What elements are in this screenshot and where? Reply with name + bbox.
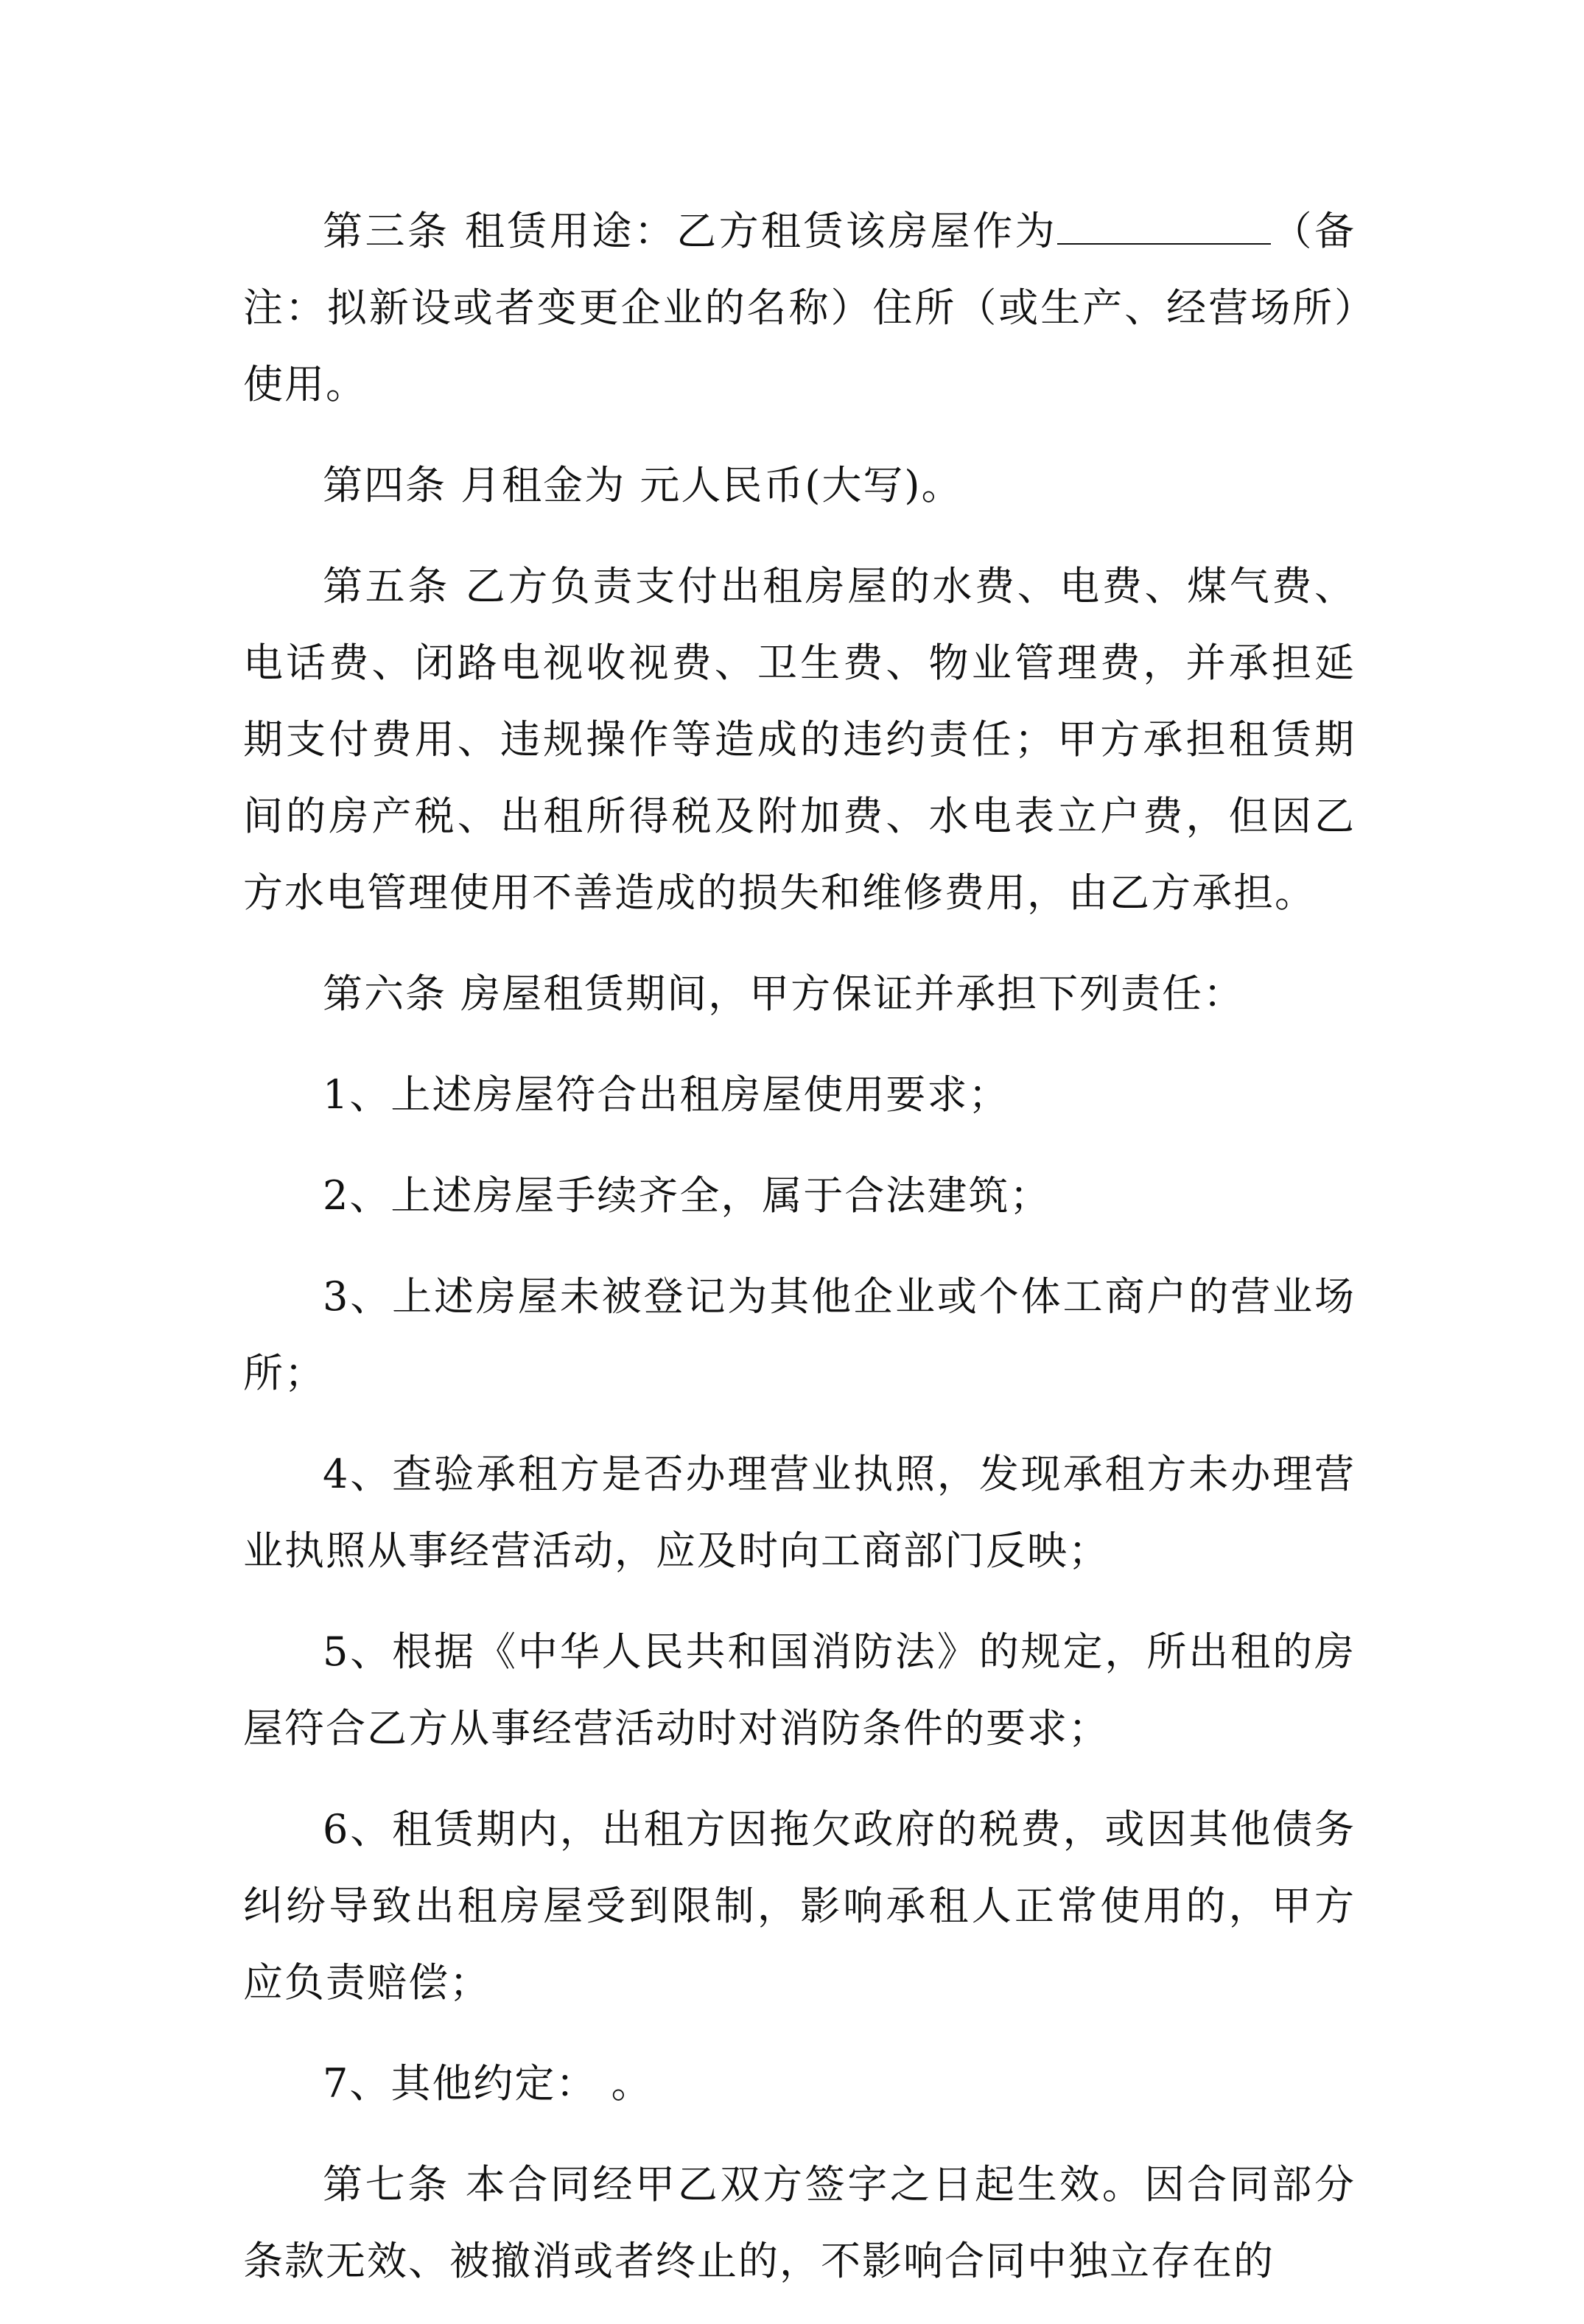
list-item: 1、上述房屋符合出租房屋使用要求； [323,1071,1010,1118]
list-item: 5、根据《中华人民共和国消防法》的规定，所出租的房屋符合乙方从事经营活动时对消防条件的要求； [243,1628,1356,1751]
list-item: 3、上述房屋未被登记为其他企业或个体工商户的营业场所； [243,1273,1356,1396]
list-item: 2、上述房屋手续齐全，属于合法建筑； [323,1172,1051,1219]
usage-blank-line [1057,203,1271,245]
article-3-paragraph [243,193,1356,423]
article-3-text: 第三条 租赁用途：乙方租赁该房屋作为 [323,208,1058,254]
article-6-paragraph: 第六条 房屋租赁期间，甲方保证并承担下列责任： [323,970,1245,1017]
article-3-note: （备注：拟新设或者变更企业的名称）住所（或生产、经营场所）使用。 [243,208,1356,407]
contract-text [243,193,1356,2324]
list-item: 7、其他约定： 。 [323,2060,653,2107]
article-5-paragraph: 第五条 乙方负责支付出租房屋的水费、电费、煤气费、电话费、闭路电视收视费、卫生费、物业管理费，并承担延期支付费用、违规操作等造成的违约责任；甲方承担租赁期间的房产税、出租所得税及附加费、水电表立户费，但因乙方水电管理使用不善造成的损失和维修费用，由乙方承担。 [243,563,1356,916]
article-4-paragraph: 第四条 月租金为 元人民币(大写)。 [323,462,963,508]
list-item: 6、租赁期内，出租方因拖欠政府的税费，或因其他债务纠纷导致出租房屋受到限制，影响承租人正常使用的，甲方应负责赔偿； [243,1806,1356,2006]
list-item: 4、查验承租方是否办理营业执照，发现承租方未办理营业执照从事经营活动，应及时向工商部门反映； [243,1451,1356,1574]
article-7-paragraph: 第七条 本合同经甲乙双方签字之日起生效。因合同部分条款无效、被撤消或者终止的，不影响合同中独立存在的 [243,2161,1356,2284]
